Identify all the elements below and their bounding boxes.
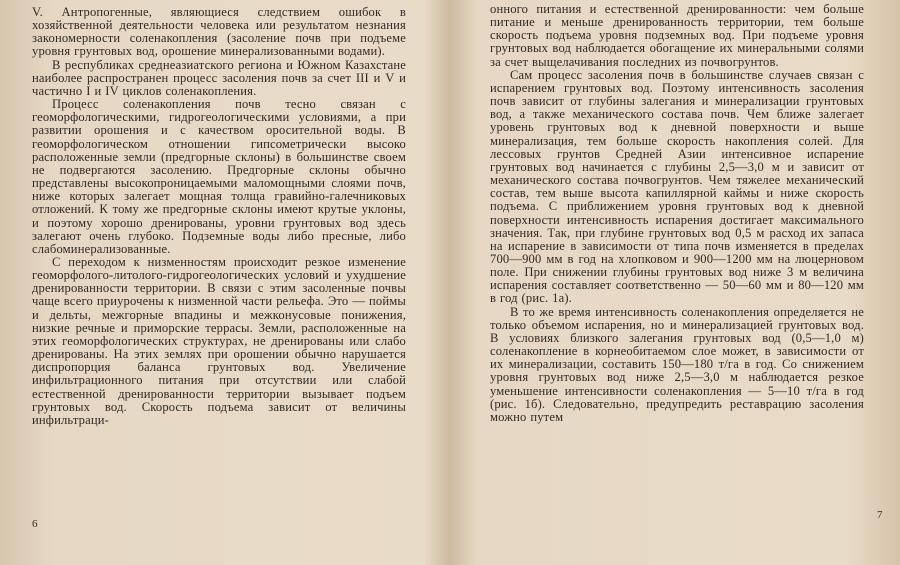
right-page-text — [490, 3, 864, 424]
paragraph: В республиках среднеазиатского региона и Южном Казахстане наиболее распространен процесс засоления почв за счет III и V и частично I и IV циклов соленакопления. — [32, 57, 406, 98]
paragraph: онного питания и естественной дренированности: чем больше питание и меньше дренированность территории, тем больше скорость подъема уровня подземных вод. При подъеме уровня грунтовых вод наблюдается обогащение их минеральными солями за счет выщелачивания последних из почвогрунтов. — [490, 2, 864, 69]
left-page-text — [32, 6, 406, 427]
page-number: 7 — [877, 509, 883, 521]
paragraph: V. Антропогенные, являющиеся следствием ошибок в хозяйственной деятельности человека или результатом незнания закономерности соленакопления (засоление почв при подъеме уровня грунтовых вод, орошение минерализованными водами). — [32, 5, 406, 59]
paragraph: Процесс соленакопления почв тесно связан с геоморфологическими, гидрогеологическими условиями, а при развитии орошения и с качеством оросительной воды. В геоморфологическом отношении гипсометрически высоко расположенные земли (предгорные склоны) в большинстве своем не подвергаются засолению. Предгорные склоны обычно представлены высокопроницаемыми маломощными слоями почв, ниже которых залегает мощная толща гравийно-галечниковых отложений. К тому же предгорные склоны имеют крутые уклоны, и поэтому хорошо дренированы, уровни грунтовых вод здесь залегают очень глубоко. Подземные воды либо пресные, либо слабоминерализованные. — [32, 97, 406, 256]
paragraph: С переходом к низменностям происходит резкое изменение геоморфолого-литолого-гидрогеологических условий и ухудшение дренированности территории. В связи с этим засоленные почвы чаще всего приурочены к низменной части рельефа. Это — поймы и дельты, межгорные впадины и межконусовые понижения, низкие речные и приморские террасы. Земли, расположенные на этих геоморфологических структурах, не дренированы или слабо дренированы. На этих землях при орошении обычно нарушается диспропорция баланса грунтовых вод. Увеличение инфильтрационного питания при отсутствии или слабой естественной дренированности территории вызывает подъем грунтовых вод. Скорость подъема зависит от величины инфильтраци- — [32, 254, 406, 427]
page-number: 6 — [32, 518, 38, 530]
right-page — [450, 0, 900, 565]
paragraph: В то же время интенсивность соленакопления определяется не только объемом испарения, но и минерализацией грунтовых вод. В условиях близкого залегания грунтовых вод (0,5—1,0 м) соленакопление в корнеобитаемом слое может, в зависимости от их минерализации, составить 150—180 т/га в год. Со снижением уровня грунтовых вод ниже 2,5—3,0 м наблюдается резкое уменьшение интенсивности соленакопления — 5—10 т/га в год (рис. 1б). Следовательно, предупредить реставрацию засоления можно путем — [490, 304, 864, 424]
paragraph: Сам процесс засоления почв в большинстве случаев связан с испарением грунтовых вод. Поэтому интенсивность засоления почв зависит от глубины залегания и минерализации грунтовых вод, а также механического состава почв. Чем ближе залегает уровень грунтовых вод к дневной поверхности и выше минерализация, тем больше скорость накопления солей. Для лессовых грунтов Средней Азии интенсивное испарение грунтовых вод начинается с глубины 2,5—3,0 м и зависит от механического состава почвогрунтов. Чем тяжелее механический состав, тем выше высота капиллярной каймы и ниже скорость подъема. С приближением уровня грунтовых вод к дневной поверхности интенсивность испарения достигает максимального значения. Так, при глубине грунтовых вод 0,5 м расход их запаса на испарение в зависимости от типа почв изменяется в пределах 700—900 мм в год на хлопковом и 900—1200 мм на люцерновом поле. При снижении глубины грунтовых вод ниже 3 м величина испарения составляет соответственно — 50—60 мм и 80—120 мм в год (рис. 1а). — [490, 67, 864, 306]
